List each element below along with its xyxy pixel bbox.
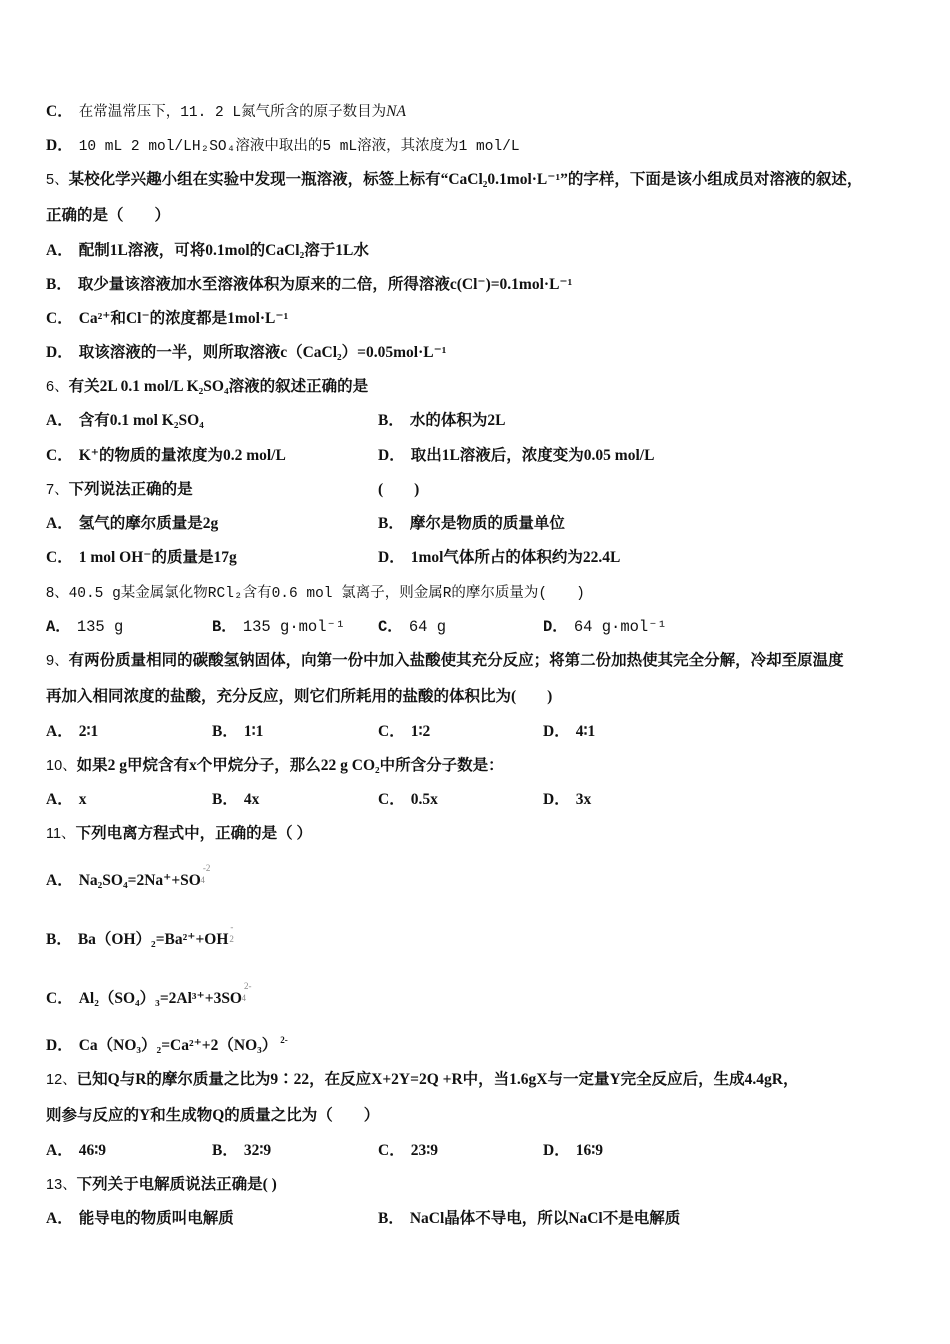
question-stem: 40.5 g某金属氯化物RCl₂含有0.6 mol 氯离子，则金属R的摩尔质量为( ) — [68, 586, 585, 602]
option-label: A． — [46, 872, 73, 889]
option-text: 能导电的物质叫电解质 — [78, 1210, 234, 1227]
option-label: C． — [46, 990, 73, 1007]
q10-stem — [46, 756, 504, 776]
charge-superscript: -2 — [202, 863, 211, 873]
option-text: 0.5x — [410, 791, 438, 808]
question-stem: 下列说法正确的是 — [68, 481, 193, 498]
option-label: B． — [46, 276, 72, 293]
option-text: Ba（OH）₂=Ba²⁺+OH — [77, 931, 229, 948]
option-text: Ca（NO₃）₂=Ca²⁺+2（NO₃） — [78, 1037, 278, 1054]
option-label: B． — [378, 1210, 404, 1227]
option-text: 32∶9 — [243, 1142, 272, 1159]
option-label: D． — [46, 137, 73, 154]
answer-blank: ( ) — [378, 481, 420, 498]
option-text: 氢气的摩尔质量是2g — [78, 515, 219, 532]
option-label: B． — [212, 1142, 238, 1159]
option-text: 135 g·mol⁻¹ — [242, 618, 346, 636]
option-label: C． — [46, 310, 73, 327]
question-stem-cont: 正确的是（ ） — [46, 207, 171, 224]
option-text: 配制1L溶液，可将0.1mol的CaCl₂溶于1L水 — [78, 242, 369, 259]
option-text: 46∶9 — [78, 1142, 106, 1159]
q8-option-b — [212, 617, 345, 637]
charge-superscript: - — [230, 922, 234, 932]
q8-option-a — [46, 617, 123, 637]
option-label: D． — [378, 447, 405, 464]
question-number: 8、 — [46, 585, 69, 601]
option-label: B． — [46, 931, 72, 948]
q10-option-a — [46, 790, 86, 810]
option-label: C． — [46, 549, 73, 566]
option-label: B． — [378, 412, 404, 429]
q6-option-d — [378, 446, 654, 466]
option-text: 在常温常压下，11. 2 L氮气所含的原子数目为 — [78, 105, 387, 121]
option-label: D． — [378, 549, 405, 566]
question-stem: 下列关于电解质说法正确是( ) — [76, 1176, 277, 1193]
question-stem: 已知Q与R的摩尔质量之比为9∶22，在反应X+2Y=2Q +R中，当1.6gX与一定量Y完全反应后，生成4.4gR， — [76, 1071, 799, 1088]
option-text: 10 mL 2 mol/LH₂SO₄溶液中取出的5 mL溶液，其浓度为1 mol/L — [78, 139, 520, 155]
q12-option-a — [46, 1141, 106, 1161]
q11-option-b — [46, 922, 234, 951]
option-text: 64 g — [408, 618, 447, 636]
q9-stem — [46, 651, 844, 671]
option-tail: NA — [386, 103, 406, 120]
option-text: 1mol气体所占的体积约为22.4L — [410, 549, 621, 566]
option-text: 2∶1 — [78, 723, 99, 740]
option-label: D． — [543, 723, 570, 740]
option-text: Al₂（SO₄）₃=2Al³⁺+3SO — [78, 990, 242, 1007]
q4-option-d — [46, 136, 520, 157]
option-label: D． — [543, 1142, 570, 1159]
q10-option-c — [378, 790, 438, 810]
option-text: 1 mol OH⁻的质量是17g — [78, 549, 237, 566]
option-text: 取该溶液的一半，则所取溶液c（CaCl₂）=0.05mol·L⁻¹ — [78, 344, 447, 361]
q6-stem — [46, 377, 368, 397]
option-text: 4∶1 — [575, 723, 596, 740]
q9-stem-cont — [46, 687, 552, 707]
question-number: 6、 — [46, 379, 69, 395]
q7-option-d — [378, 548, 620, 568]
option-label: B． — [212, 791, 238, 808]
q12-option-c — [378, 1141, 438, 1161]
question-stem: 如果2 g甲烷含有x个甲烷分子，那么22 g CO₂中所含分子数是： — [76, 757, 504, 774]
q8-option-c — [378, 617, 446, 637]
q9-option-d — [543, 722, 595, 742]
question-stem: 某校化学兴趣小组在实验中发现一瓶溶液，标签上标有“CaCl₂0.1mol·L⁻¹”的字样，下面是该小组成员对溶液的叙述， — [68, 171, 863, 188]
q5-stem-cont — [46, 206, 170, 226]
q6-option-a — [46, 411, 204, 431]
count-subscript: 4 — [200, 875, 205, 885]
question-stem-cont: 则参与反应的Y和生成物Q的质量之比为（ ） — [46, 1107, 380, 1124]
option-text: 取出1L溶液后，浓度变为0.05 mol/L — [410, 447, 655, 464]
q5-option-a — [46, 241, 369, 261]
q9-option-a — [46, 722, 98, 742]
question-stem: 有两份质量相同的碳酸氢钠固体，向第一份中加入盐酸使其充分反应；将第二份加热使其完全分解，冷却至原温度 — [68, 652, 844, 669]
q5-option-b — [46, 275, 572, 295]
question-number: 13、 — [46, 1177, 77, 1193]
q4-option-c — [46, 102, 406, 123]
option-label: A． — [46, 618, 71, 636]
option-label: A． — [46, 723, 73, 740]
option-label: C． — [378, 723, 405, 740]
option-label: B． — [378, 515, 404, 532]
option-label: A． — [46, 242, 73, 259]
option-label: D． — [46, 344, 73, 361]
option-text: 16∶9 — [575, 1142, 603, 1159]
option-text: 含有0.1 mol K₂SO₄ — [78, 412, 204, 429]
q12-option-b — [212, 1141, 271, 1161]
option-label: B． — [212, 723, 238, 740]
q13-option-b — [378, 1209, 680, 1229]
question-number: 10、 — [46, 758, 77, 774]
q12-stem-cont — [46, 1106, 379, 1126]
q8-stem — [46, 583, 585, 604]
q7-stem — [46, 480, 193, 500]
q11-option-d — [46, 1036, 288, 1057]
option-text: K⁺的物质的量浓度为0.2 mol/L — [78, 447, 286, 464]
q6-option-b — [378, 411, 505, 431]
option-text: 3x — [575, 791, 592, 808]
option-label: A． — [46, 1142, 73, 1159]
option-label: A． — [46, 1210, 73, 1227]
q5-option-d — [46, 343, 446, 363]
option-label: C． — [378, 791, 405, 808]
q12-stem — [46, 1070, 798, 1090]
question-stem-cont: 再加入相同浓度的盐酸，充分反应，则它们所耗用的盐酸的体积比为( ) — [46, 688, 553, 705]
option-label: C． — [378, 618, 403, 636]
option-label: A． — [46, 412, 73, 429]
option-label: C． — [46, 447, 73, 464]
option-text: Na₂SO₄=2Na⁺+SO — [78, 872, 201, 889]
option-label: D． — [543, 791, 570, 808]
option-text: 摩尔是物质的质量单位 — [409, 515, 565, 532]
q5-stem — [46, 170, 862, 190]
q11-stem — [46, 824, 312, 844]
option-text: 水的体积为2L — [409, 412, 506, 429]
q10-option-b — [212, 790, 259, 810]
q9-option-c — [378, 722, 430, 742]
q7-blank — [378, 480, 419, 500]
q12-option-d — [543, 1141, 603, 1161]
option-label: D． — [46, 1037, 73, 1054]
option-label: C． — [378, 1142, 405, 1159]
charge-superscript: 2- — [280, 1035, 288, 1045]
option-label: A． — [46, 791, 73, 808]
q5-option-c — [46, 309, 288, 329]
option-text: NaCl晶体不导电，所以NaCl不是电解质 — [409, 1210, 681, 1227]
count-subscript: 4 — [241, 993, 246, 1003]
q13-stem — [46, 1175, 277, 1195]
question-number: 9、 — [46, 653, 69, 669]
count-subscript: 2 — [229, 934, 234, 944]
q9-option-b — [212, 722, 263, 742]
option-text: 1∶2 — [410, 723, 431, 740]
question-number: 7、 — [46, 482, 69, 498]
charge-superscript: 2- — [244, 981, 252, 991]
option-text: 135 g — [76, 618, 124, 636]
option-text: 64 g·mol⁻¹ — [573, 618, 667, 636]
question-number: 12、 — [46, 1072, 77, 1088]
option-text: Ca²⁺和Cl⁻的浓度都是1mol·L⁻¹ — [78, 310, 289, 327]
q7-option-a — [46, 514, 218, 534]
question-number: 5、 — [46, 172, 69, 188]
option-text: 23∶9 — [410, 1142, 438, 1159]
option-label: A． — [46, 515, 73, 532]
option-text: 1∶1 — [243, 723, 264, 740]
question-stem: 有关2L 0.1 mol/L K₂SO₄溶液的叙述正确的是 — [68, 378, 369, 395]
option-label: C． — [46, 103, 73, 120]
q11-option-a — [46, 863, 211, 892]
option-text: x — [78, 791, 87, 808]
q7-option-b — [378, 514, 565, 534]
q8-option-d — [543, 617, 667, 637]
q6-option-c — [46, 446, 286, 466]
q7-option-c — [46, 548, 237, 568]
question-number: 11、 — [46, 826, 76, 842]
q10-option-d — [543, 790, 591, 810]
option-label: B． — [212, 618, 237, 636]
option-text: 4x — [243, 791, 260, 808]
question-stem: 下列电离方程式中，正确的是（ ） — [75, 825, 312, 842]
q11-option-c — [46, 981, 252, 1010]
q13-option-a — [46, 1209, 234, 1229]
option-text: 取少量该溶液加水至溶液体积为原来的二倍，所得溶液c(Cl⁻)=0.1mol·L⁻¹ — [77, 276, 573, 293]
option-label: D． — [543, 618, 568, 636]
